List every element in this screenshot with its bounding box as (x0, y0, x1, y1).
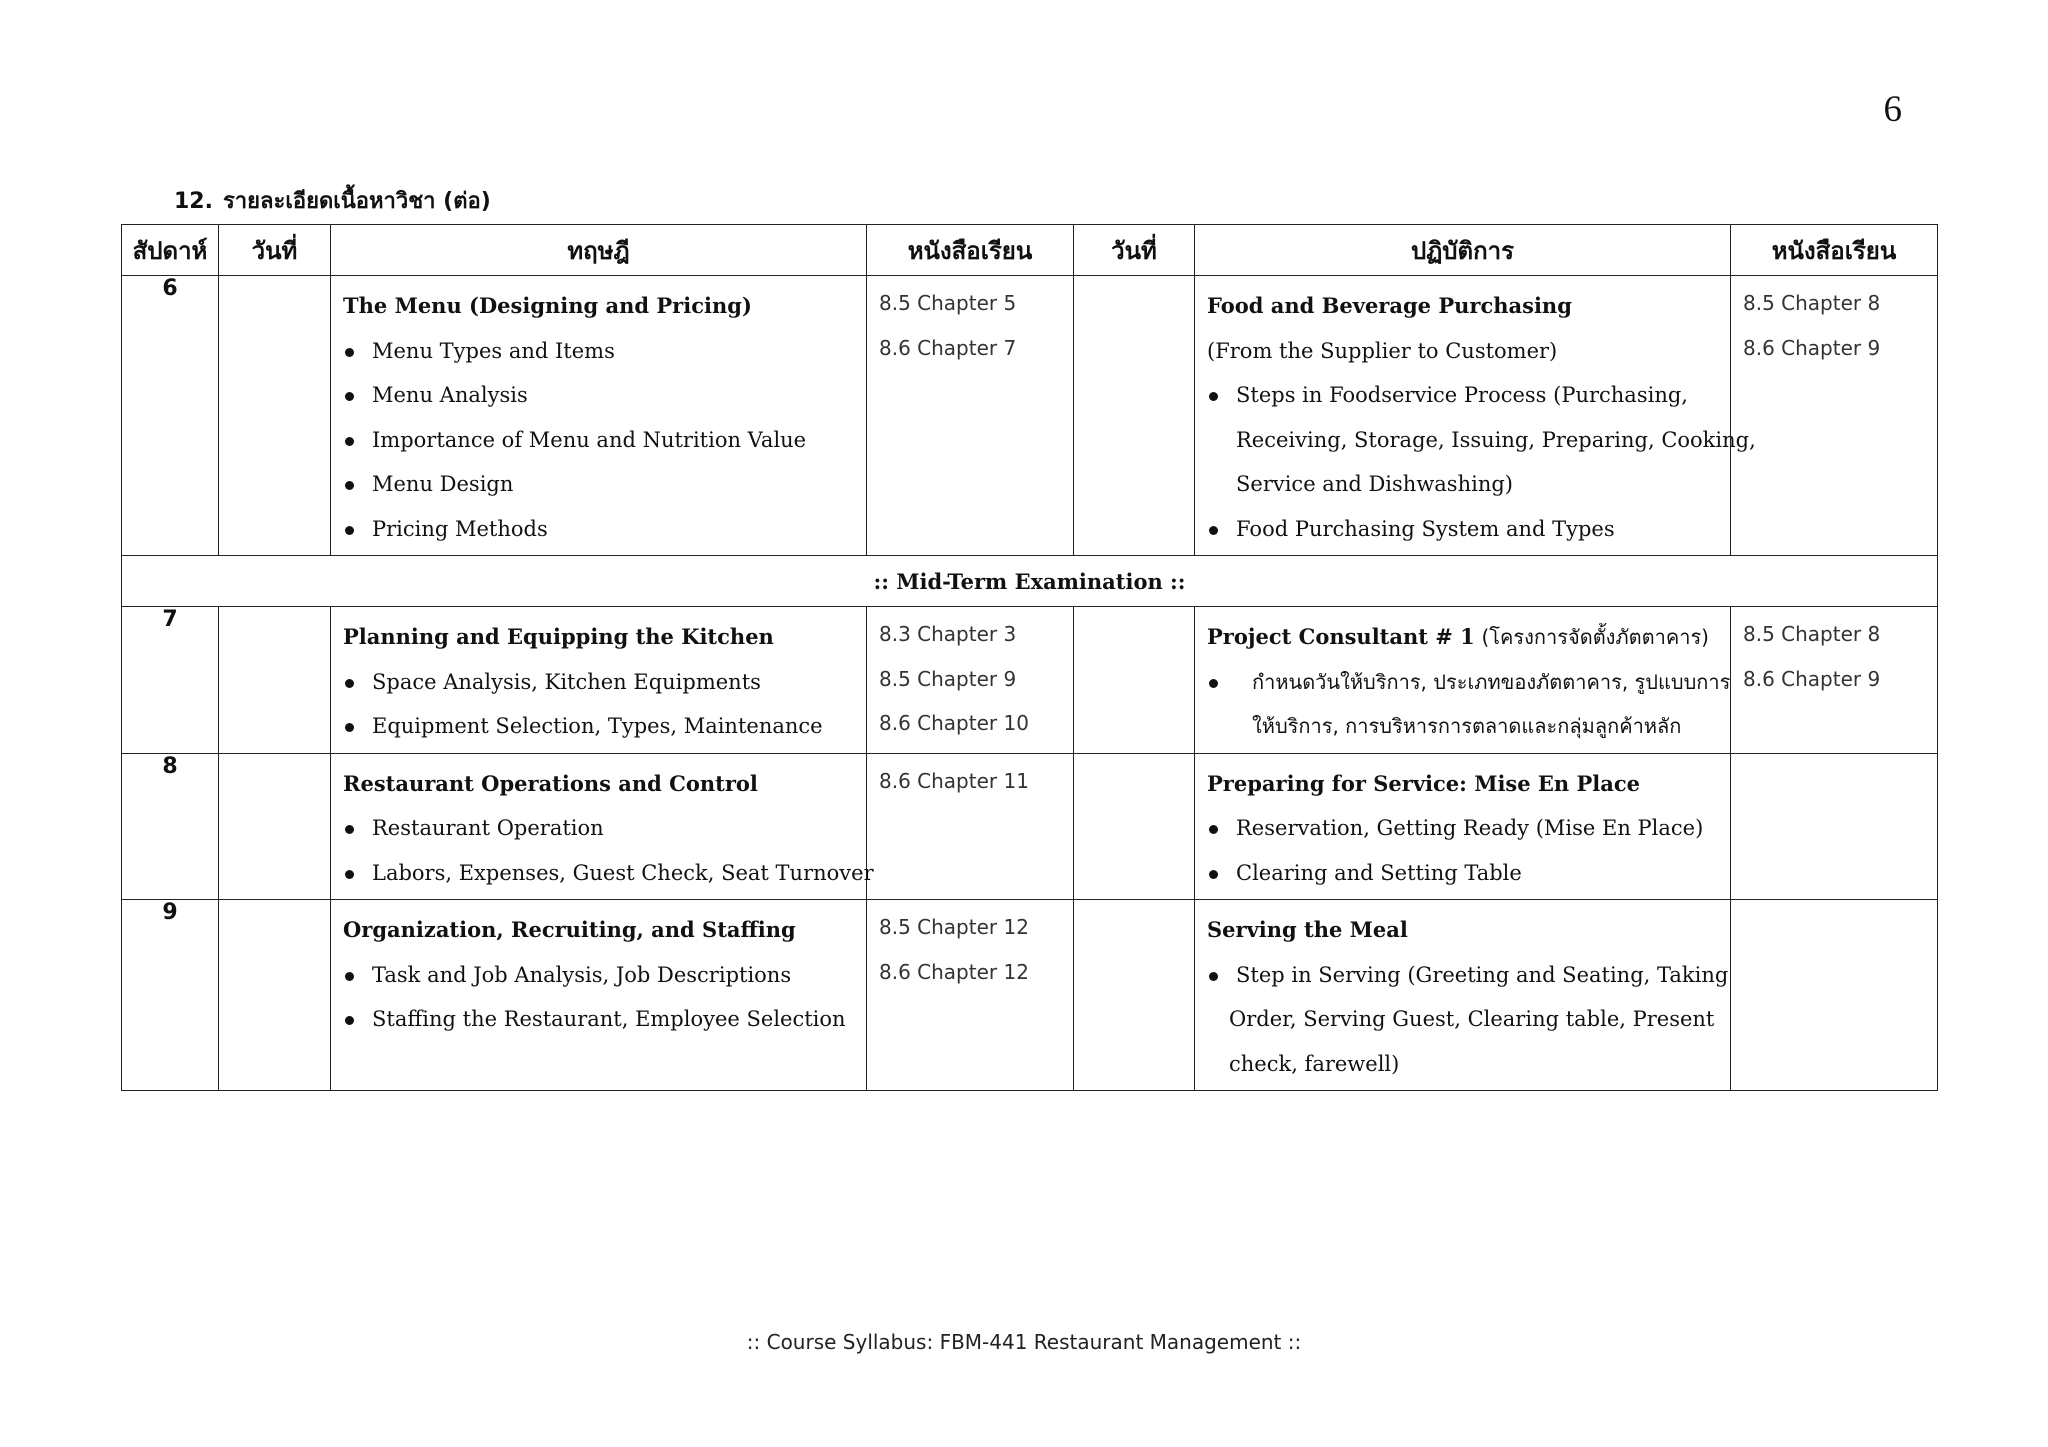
theory-cell (331, 900, 867, 1091)
section-number: 12. (174, 189, 213, 214)
theory-bullet: Task and Job Analysis, Job Descriptions (343, 953, 854, 998)
practice-bullet-continued: Receiving, Storage, Issuing, Preparing, Cooking, (1236, 427, 1756, 452)
date-cell (1074, 900, 1195, 1091)
course-content-table (121, 224, 1938, 1091)
bullet-icon (1209, 972, 1218, 981)
practice-bullet-continued: Service and Dishwashing) (1236, 472, 1513, 496)
textbook-ref: 8.6 Chapter 10 (879, 711, 1029, 735)
date-cell (219, 276, 331, 556)
practice-bullet: Food Purchasing System and Types (1207, 507, 1718, 552)
theory-bullet: Space Analysis, Kitchen Equipments (343, 660, 854, 705)
midterm-label: :: Mid-Term Examination :: (122, 556, 1938, 607)
bullet-icon (345, 348, 354, 357)
theory-bullet: Menu Analysis (343, 373, 854, 418)
table-row-week-6 (122, 276, 1938, 556)
section-heading (174, 183, 491, 218)
header-textbook-practice: หนังสือเรียน (1731, 225, 1938, 276)
bullet-icon (1209, 825, 1218, 834)
page-number: 6 (1883, 89, 1902, 130)
theory-bullet: Importance of Menu and Nutrition Value (343, 418, 854, 463)
bullet-icon (1209, 526, 1218, 535)
theory-title: Restaurant Operations and Control (343, 770, 758, 796)
practice-cell (1195, 607, 1731, 754)
header-textbook-theory: หนังสือเรียน (867, 225, 1074, 276)
practice-title: Preparing for Service: Mise En Place (1207, 770, 1641, 796)
practice-bullet: Steps in Foodservice Process (Purchasing, (1207, 373, 1718, 418)
header-date-practice: วันที่ (1074, 225, 1195, 276)
bullet-icon (345, 526, 354, 535)
theory-bullet: Equipment Selection, Types, Maintenance (343, 704, 854, 749)
header-date-theory: วันที่ (219, 225, 331, 276)
textbook-cell (1731, 900, 1938, 1091)
practice-title-suffix: (โครงการจัดตั้งภัตตาคาร) (1481, 625, 1709, 649)
bullet-icon (345, 392, 354, 401)
bullet-icon (345, 972, 354, 981)
practice-title: Food and Beverage Purchasing (1207, 293, 1572, 318)
theory-cell (331, 753, 874, 900)
bullet-icon (345, 723, 354, 732)
bullet-icon (345, 825, 354, 834)
table-row-week-9 (122, 900, 1938, 1091)
theory-cell (331, 607, 867, 754)
week-number: 9 (122, 900, 219, 1091)
page-footer: :: Course Syllabus: FBM-441 Restaurant Management :: (746, 1330, 1302, 1354)
textbook-ref: 8.5 Chapter 12 (879, 915, 1029, 939)
theory-bullet: Restaurant Operation (343, 806, 854, 851)
week-number: 7 (122, 607, 219, 754)
date-cell (219, 607, 331, 754)
practice-bullet-continued: ให้บริการ, การบริหารการตลาดและกลุ่มลูกค้าหลัก (1252, 714, 1682, 738)
textbook-cell (867, 607, 1074, 754)
bullet-icon (345, 679, 354, 688)
bullet-icon (345, 1016, 354, 1025)
bullet-icon (345, 481, 354, 490)
header-week: สัปดาห์ (122, 225, 219, 276)
textbook-ref: 8.3 Chapter 3 (879, 622, 1017, 646)
practice-bullet-continued: check, farewell) (1229, 1051, 1400, 1076)
practice-title: Serving the Meal (1207, 917, 1408, 942)
bullet-icon (1209, 392, 1218, 401)
week-number: 8 (122, 753, 219, 900)
practice-cell (1195, 276, 1756, 556)
practice-subtitle: (From the Supplier to Customer) (1207, 338, 1558, 363)
practice-bullet: Step in Serving (Greeting and Seating, Taking (1207, 953, 1718, 998)
bullet-icon (1209, 870, 1218, 879)
theory-bullet: Pricing Methods (343, 507, 854, 552)
date-cell (1074, 276, 1195, 556)
header-practice: ปฏิบัติการ (1195, 225, 1731, 276)
date-cell (1074, 607, 1195, 754)
practice-bullet: Clearing and Setting Table (1207, 851, 1718, 896)
textbook-cell (867, 900, 1074, 1091)
date-cell (219, 753, 331, 900)
theory-cell (331, 276, 867, 556)
practice-bullet-continued: Order, Serving Guest, Clearing table, Present (1229, 1007, 1715, 1031)
textbook-ref: 8.6 Chapter 9 (1743, 666, 1881, 691)
textbook-ref: 8.6 Chapter 9 (1743, 335, 1881, 360)
textbook-ref: 8.5 Chapter 9 (879, 666, 1017, 691)
header-theory: ทฤษฎี (331, 225, 867, 276)
textbook-ref: 8.5 Chapter 5 (879, 291, 1017, 315)
practice-cell (1195, 753, 1731, 900)
theory-title: Organization, Recruiting, and Staffing (343, 917, 796, 942)
practice-bullet: กำหนดวันให้บริการ, ประเภทของภัตตาคาร, รูปแบบการ (1207, 660, 1718, 705)
textbook-cell (1731, 276, 1938, 556)
table-header-row (122, 225, 1938, 276)
table-row-week-8 (122, 753, 1938, 900)
theory-bullet: Labors, Expenses, Guest Check, Seat Turnover (343, 851, 854, 896)
practice-title-line (1207, 615, 1718, 660)
theory-title: Planning and Equipping the Kitchen (343, 624, 774, 649)
theory-bullet: Staffing the Restaurant, Employee Selection (343, 997, 854, 1042)
textbook-cell (1731, 607, 1938, 754)
date-cell (219, 900, 331, 1091)
textbook-cell (867, 753, 1074, 900)
week-number: 6 (122, 276, 219, 556)
practice-cell (1195, 900, 1731, 1091)
practice-bullet: Reservation, Getting Ready (Mise En Place) (1207, 806, 1718, 851)
textbook-cell (1731, 753, 1938, 900)
midterm-row (122, 556, 1938, 607)
textbook-ref: 8.6 Chapter 7 (879, 335, 1017, 360)
theory-bullet: Menu Design (343, 462, 854, 507)
textbook-ref: 8.6 Chapter 12 (879, 959, 1029, 984)
bullet-icon (345, 870, 354, 879)
theory-title: The Menu (Designing and Pricing) (343, 293, 752, 318)
textbook-ref: 8.5 Chapter 8 (1743, 291, 1881, 315)
date-cell (1074, 753, 1195, 900)
bullet-icon (1209, 679, 1218, 688)
table-row-week-7 (122, 607, 1938, 754)
practice-title: Project Consultant # 1 (1207, 624, 1475, 649)
textbook-ref: 8.6 Chapter 11 (879, 768, 1029, 793)
textbook-cell (867, 276, 1074, 556)
bullet-icon (345, 437, 354, 446)
textbook-ref: 8.5 Chapter 8 (1743, 622, 1881, 646)
section-title: รายละเอียดเนื้อหาวิชา (ต่อ) (222, 189, 491, 214)
theory-bullet: Menu Types and Items (343, 329, 854, 374)
